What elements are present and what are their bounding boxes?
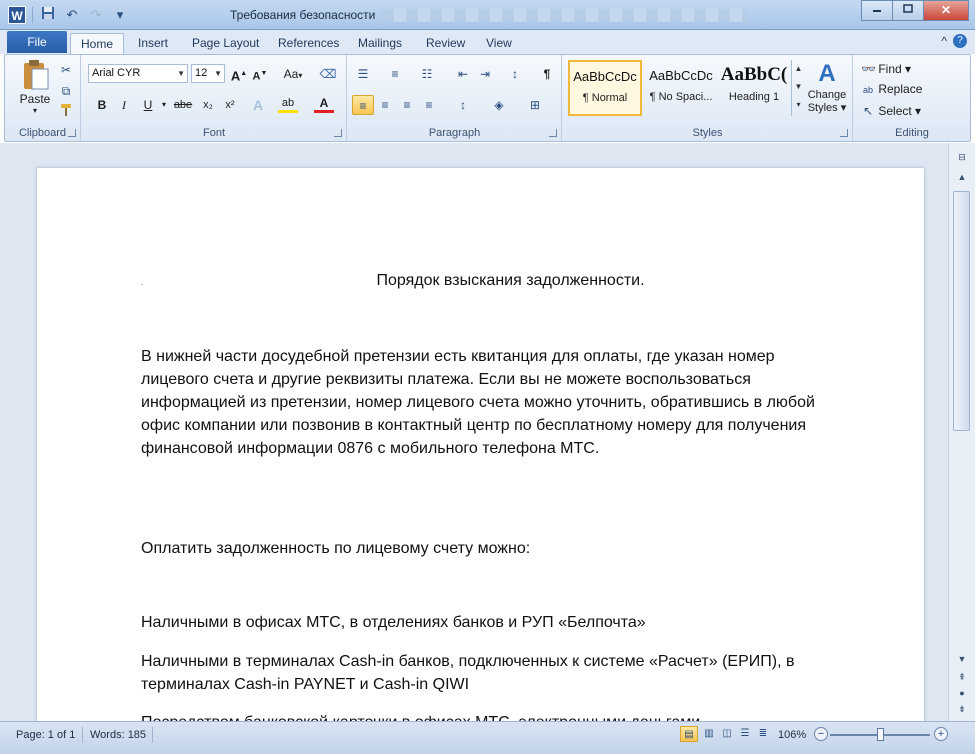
line-spacing-icon[interactable]: ↕ — [460, 98, 466, 112]
paste-label: Paste — [19, 92, 51, 106]
chevron-down-icon: ▼ — [214, 69, 222, 78]
zoom-out-button[interactable]: − — [814, 727, 828, 741]
change-styles-button[interactable] — [805, 59, 849, 114]
word-app-icon[interactable]: W — [8, 6, 26, 24]
style-normal[interactable] — [568, 60, 642, 116]
tab-references[interactable]: References — [278, 36, 340, 50]
maximize-button[interactable] — [892, 0, 924, 21]
word-count[interactable]: Words: 185 — [90, 729, 147, 741]
close-button[interactable]: ✕ — [923, 0, 969, 21]
previous-page-icon[interactable]: ⇞ — [958, 672, 966, 682]
grow-font-icon: A — [230, 68, 241, 84]
change-case-button[interactable]: Aa▾ — [283, 67, 303, 81]
align-center-icon[interactable]: ≡ — [381, 98, 389, 112]
style-sample: AaBbCcDc — [573, 69, 637, 84]
decrease-indent-icon[interactable]: ⇤ — [457, 67, 469, 81]
paragraph-launcher-icon[interactable] — [549, 129, 557, 137]
document-heading: Порядок взыскания задолженности. — [376, 272, 645, 289]
find-button[interactable] — [861, 60, 911, 78]
clear-formatting-icon[interactable]: ⌫ — [319, 67, 337, 81]
font-name-value: Arial CYR — [92, 67, 141, 79]
clipboard-label: Clipboard — [18, 127, 67, 139]
document-paragraph: Наличными в терминалах Cash-in банков, подключенных к системе «Расчет» (ЕРИП), в терминалах Cash-in PAYNET и Cash-in QIWI — [141, 653, 795, 693]
browse-object-icon[interactable]: ● — [959, 688, 965, 698]
justify-icon[interactable]: ≡ — [425, 98, 433, 112]
paragraph-label: Paragraph — [428, 127, 481, 139]
tab-mailings[interactable]: Mailings — [358, 36, 403, 50]
next-page-icon[interactable]: ⇟ — [958, 704, 966, 714]
style-name: ¶ Normal — [582, 92, 628, 104]
print-layout-icon[interactable]: ▤ — [680, 726, 698, 742]
zoom-level[interactable]: 106% — [778, 729, 807, 741]
paragraph-mark: . — [141, 278, 144, 287]
document-paragraph: Оплатить задолженность по лицевому счету можно: — [141, 540, 531, 557]
replace-label: Replace — [878, 82, 923, 96]
copy-icon[interactable]: ⧉ — [61, 84, 71, 98]
numbering-icon[interactable]: ≡ — [391, 67, 399, 81]
styles-launcher-icon[interactable] — [840, 129, 848, 137]
chevron-up-icon[interactable]: ▲ — [794, 64, 803, 73]
align-left-icon[interactable]: ≡ — [352, 95, 374, 115]
find-label: Find ▾ — [878, 62, 912, 76]
minimize-button[interactable] — [861, 0, 893, 21]
group-paragraph — [348, 55, 562, 141]
replace-icon: ab — [862, 85, 873, 95]
replace-button[interactable] — [861, 81, 922, 99]
increase-indent-icon[interactable]: ⇥ — [479, 67, 491, 81]
style-sample: AaBbC( — [720, 64, 788, 85]
align-right-icon[interactable]: ≡ — [403, 98, 411, 112]
chevron-down-icon[interactable]: ▼ — [794, 82, 803, 91]
underline-button[interactable]: U — [143, 98, 153, 112]
style-heading-1[interactable] — [718, 60, 790, 116]
shrink-font-button[interactable]: A▼ — [252, 70, 268, 83]
title-redacted-region — [382, 9, 747, 22]
tab-home[interactable]: Home — [70, 33, 124, 54]
strikethrough-button[interactable]: abe — [173, 99, 193, 111]
change-styles-label-2: Styles ▾ — [807, 102, 847, 114]
style-name: ¶ No Spaci... — [649, 91, 713, 103]
chevron-down-icon: ▼ — [177, 69, 185, 78]
zoom-slider-thumb[interactable] — [877, 728, 884, 741]
outline-icon[interactable]: ☰ — [740, 728, 750, 739]
tab-review[interactable]: Review — [426, 36, 466, 50]
help-icon[interactable]: ? — [953, 34, 967, 48]
binoculars-icon: 👓 — [861, 62, 876, 76]
ribbon-right-controls — [941, 34, 967, 48]
font-size-value: 12 — [195, 67, 208, 79]
subscript-button[interactable]: x₂ — [203, 99, 213, 111]
paste-dropdown-icon: ▾ — [32, 106, 37, 115]
superscript-button[interactable]: x² — [225, 99, 235, 111]
font-launcher-icon[interactable] — [334, 129, 342, 137]
font-label: Font — [202, 127, 225, 139]
change-case-icon: Aa — [283, 67, 299, 81]
styles-label: Styles — [692, 127, 723, 139]
group-clipboard — [5, 55, 81, 141]
grow-font-button[interactable]: A▲ — [230, 68, 248, 84]
status-separator — [152, 727, 153, 743]
gallery-more-icon[interactable]: ▾ — [796, 100, 801, 109]
highlight-button[interactable]: ab — [278, 95, 298, 113]
multilevel-list-icon[interactable]: ☷ — [421, 67, 433, 81]
font-name-combo[interactable] — [88, 64, 188, 83]
style-no-spacing[interactable] — [644, 60, 718, 116]
tab-file[interactable]: File — [7, 31, 67, 53]
bold-button[interactable]: B — [97, 98, 107, 112]
style-gallery-scroll[interactable] — [791, 60, 805, 116]
bullets-icon[interactable]: ☰ — [357, 67, 369, 81]
ribbon-tabs — [0, 30, 975, 54]
group-font — [82, 55, 347, 141]
font-color-button[interactable]: A — [314, 95, 334, 113]
paste-button[interactable] — [13, 59, 57, 115]
redo-icon[interactable]: ↷ — [90, 7, 102, 22]
format-painter-icon[interactable] — [57, 103, 75, 121]
document-paragraph: Наличными в офисах МТС, в отделениях банков и РУП «Белпочта» — [141, 614, 646, 631]
window-controls — [862, 0, 969, 21]
change-styles-label-1: Change — [807, 89, 847, 101]
title-bar — [0, 0, 975, 30]
status-separator — [82, 727, 83, 743]
editing-label: Editing — [895, 127, 929, 139]
font-size-combo[interactable] — [191, 64, 225, 83]
save-icon[interactable] — [39, 6, 57, 24]
underline-dropdown-icon[interactable]: ▾ — [161, 100, 166, 109]
borders-icon[interactable]: ⊞ — [529, 98, 541, 112]
style-gallery — [568, 60, 804, 116]
vertical-scrollbar[interactable] — [948, 143, 975, 721]
page-count[interactable]: Page: 1 of 1 — [16, 729, 76, 741]
select-label: Select ▾ — [878, 104, 922, 118]
paste-icon — [20, 59, 50, 91]
web-layout-icon[interactable]: ◫ — [722, 728, 732, 739]
ruler-toggle-icon[interactable]: ⊟ — [958, 152, 966, 162]
zoom-in-button[interactable]: + — [934, 727, 948, 741]
italic-button[interactable]: I — [122, 98, 126, 112]
sort-icon[interactable]: ↕ — [512, 67, 518, 81]
customize-qat-icon[interactable]: ▾ — [116, 7, 124, 22]
cursor-icon: ↖ — [862, 104, 874, 118]
cut-icon[interactable]: ✂ — [60, 63, 72, 77]
change-styles-icon: A — [818, 60, 836, 87]
scroll-thumb[interactable] — [953, 191, 970, 431]
minimize-ribbon-icon[interactable]: ^ — [941, 34, 947, 48]
status-bar — [0, 721, 975, 754]
document-workspace — [0, 143, 948, 721]
scroll-up-icon[interactable]: ▲ — [957, 172, 967, 182]
document-page[interactable] — [37, 168, 924, 728]
style-sample: AaBbCcDc — [649, 68, 713, 83]
window-title: Требования безопасности — [230, 8, 376, 22]
quick-access-toolbar — [8, 6, 129, 24]
ribbon-home — [4, 54, 971, 142]
style-name: Heading 1 — [728, 91, 780, 103]
full-screen-reading-icon[interactable]: ▥ — [704, 728, 714, 739]
shrink-font-icon: A — [252, 70, 261, 83]
shading-icon[interactable]: ◈ — [494, 98, 504, 112]
select-button[interactable] — [861, 102, 921, 120]
qat-separator — [32, 7, 33, 23]
tab-view[interactable]: View — [486, 36, 512, 50]
undo-icon[interactable]: ↶ — [66, 7, 78, 22]
document-paragraph: В нижней части досудебной претензии есть квитанция для оплаты, где указан номер лицевого счета и другие реквизиты платежа. Если вы не можете воспользоваться информацией из претензии, номер лицевого счета можно уточнить, обратившись в любой офис компании или позвонив в контактный центр по бесплатному номеру для получения финансовой информации 0876 с мобильного телефона МТС. — [141, 348, 815, 457]
tab-insert[interactable]: Insert — [138, 36, 169, 50]
show-marks-icon[interactable]: ¶ — [543, 67, 551, 81]
draft-icon[interactable]: ≣ — [758, 728, 768, 739]
scroll-down-icon[interactable]: ▼ — [957, 654, 967, 664]
clipboard-launcher-icon[interactable] — [68, 129, 76, 137]
tab-page-layout[interactable]: Page Layout — [192, 36, 260, 50]
text-effects-button[interactable]: A — [252, 97, 264, 113]
